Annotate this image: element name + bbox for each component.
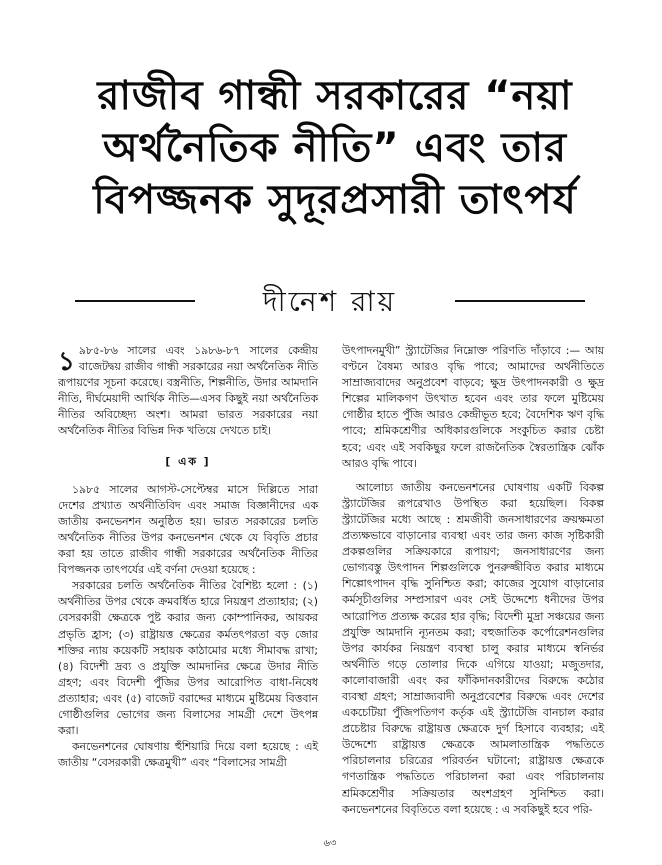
title-line-3: বিপজ্জনক সুদূরপ্রসারী তাৎপর্য (93, 177, 577, 223)
title-line-1: রাজীব গান্ধী সরকারের “নয়া (97, 73, 573, 119)
body-paragraph: উৎপাদনমুখী” স্ট্র্যাটেজির নিম্নোক্ত পরিণতি দাঁড়াবে :— আয় বণ্টনে বৈষম্য আরও বৃদ্ধি পাবে; আমাদের অর্থনীতিতে সাম্রাজ্যবাদের অনুপ্রবেশ বাড়বে; ক্ষুদ্র উৎপাদনকারী ও ক্ষুদ্র শিল্পের মালিকগণ উৎখাত হবেন এবং তার ফলে মুষ্টিমেয় গোষ্ঠীর হাতে পুঁজি আরও কেন্দ্রীভূত হবে; বৈদেশিক ঋণ বৃদ্ধি পাবে; শ্রমিকশ্রেণীর অধিকারগুলিকে সংকুচিত করার চেষ্টা হবে; এবং এই সবকিছুর ফলে রাজনৈতিক স্বৈরতান্ত্রিক ঝোঁক আরও বৃদ্ধি পাবে। (342, 344, 604, 470)
page-number: ৬৩ (323, 838, 337, 849)
body-paragraph: ১৯৮৫ সালের আগস্ট-সেপ্টেম্বর মাসে দিল্লিতে সারা দেশের প্রখ্যাত অর্থনীতিবিদ এবং সমাজ বিজ্ঞানীদের এক জাতীয় কনভেনশন অনুষ্ঠিত হয়। ভারত সরকারের চলতি অর্থনৈতিক নীতির উপর কনভেনশন থেকে যে বিবৃতি প্রচার করা হয় তাতে রাজীব গান্ধী সরকারের অর্থনৈতিক নীতির বিপজ্জনক তাৎপর্যের এই বর্ণনা দেওয়া হয়েছে : (58, 482, 318, 577)
paragraph-spacer (342, 472, 604, 480)
body-paragraph: আলোচ্য জাতীয় কনভেনশনের ঘোষণায় একটি বিকল্প স্ট্র্যাটেজির রূপরেখাও উপস্থিত করা হয়েছিল। বিকল্প স্ট্র্যাটেজির মধ্যে আছে : শ্রমজীবী জনসাধারণের ক্রয়ক্ষমতা প্রত্যক্ষভাবে বাড়ানোর ব্যবস্থা এবং তার জন্য কাজ সৃষ্টিকারী প্রকল্পগুলির সক্রিয়কারে রূপায়ণ; জনসাধারণের জন্য ভোগ্যবস্তু উৎপাদন শিল্পগুলিকে পুনরুজ্জীবিত করার মাধ্যমে শিল্পোৎপাদন বৃদ্ধি সুনিশ্চিত করা; কাজের সুযোগ বাড়ানোর কর্মসূচীগুলির সম্প্রসারণ এবং সেই উদ্দেশ্যে ধনীদের উপর আরোপিত প্রত্যক্ষ করের হার বৃদ্ধি; বিদেশী মুদ্রা সঞ্চয়ের জন্য প্রযুক্তি আমদানি ন্যূনতম করা; বহুজাতিক কর্পোরেশনগুলির উপর কার্যকর নিয়ন্ত্রণ ব্যবস্থা চালু করার মাধ্যমে স্বনির্ভর অর্থনীতি গড়ে তোলার দিকে এগিয়ে যাওয়া; মজুতদার, কালোবাজারী এবং কর ফাঁকিদানকারীদের বিরুদ্ধে কঠোর ব্যবস্থা গ্রহণ; সাম্রাজ্যবাদী অনুপ্রবেশের বিরুদ্ধে এবং দেশের একচেটিয়া পুঁজিপতিগণ কর্তৃক এই স্ট্র্যাটেজি বানচাল করার প্রচেষ্টার বিরুদ্ধে রাষ্ট্রায়ত্ত ক্ষেত্রকে দুর্গ হিসাবে ব্যবহার; এই উদ্দেশ্যে রাষ্ট্রায়ত্ত ক্ষেত্রকে আমলাতান্ত্রিক পদ্ধতিতে পরিচালনার চরিত্রের পরিবর্তন ঘটানো; রাষ্ট্রায়ত্ত ক্ষেত্রকে গণতান্ত্রিক পদ্ধতিতে পরিচালনা করা এবং পরিচালনায় শ্রমিকশ্রেণীর সক্রিয়তার অংশগ্রহণ সুনিশ্চিত করা। কনভেনশনের বিবৃতিতে বলা হয়েছে : এ সবকিছুই হবে পরি- (342, 480, 604, 816)
left-column (58, 343, 318, 771)
body-paragraph: সরকারের চলতি অর্থনৈতিক নীতির বৈশিষ্ট্য হলো : (১) অর্থনীতির উপর থেকে ক্রমবর্ধিত হারে নিয়ন্ত্রণ প্রত্যাহার; (২) বেসরকারী ক্ষেত্রকে পুষ্ট করার জন্য কোম্পানিকর, আয়কর প্রভৃতি হ্রাস; (৩) রাষ্ট্রায়ত্ত ক্ষেত্রের কর্মতৎপরতা বড় জোর শক্তির ন্যায় কয়েকটি সহায়ক কাঠামোর মধ্যে সীমাবদ্ধ রাখা; (৪) বিদেশী দ্রব্য ও প্রযুক্তি আমদানির ক্ষেত্রে উদার নীতি গ্রহণ; এবং বিদেশী পুঁজির উপর আরোপিত বাধা-নিষেধ প্রত্যাহার; এবং (৫) বাজেট বরাদ্দের মাধ্যমে মুষ্টিমেয় বিত্তবান গোষ্ঠীগুলির ভোগের জন্য বিলাসের সামগ্রী দেশে উৎপন্ন করা। (58, 579, 318, 738)
intro-paragraph (58, 343, 318, 440)
body-paragraph: কনভেনশনের ঘোষণায় হুঁশিয়ারি দিয়ে বলা হয়েছে : এই জাতীয় “বেসরকারী ক্ষেত্রমুখী” এবং “বিলাসের সামগ্রী (58, 740, 318, 770)
article-title (40, 70, 630, 226)
drop-cap: ১ (58, 347, 75, 377)
author-name: দীনেশ রায় (262, 285, 398, 318)
section-mark: [ এক ] (165, 454, 211, 468)
intro-text: ৯৮৫-৮৬ সালের এবং ১৯৮৬-৮৭ সালের কেন্দ্রীয় বাজেটদ্বয় রাজীব গান্ধী সরকারের নয়া অর্থনৈতিক নীতি রূপায়ণের সূচনা করেছে। বস্ত্রনীতি, শিল্পনীতি, উদার আমদানি নীতি, দীর্ঘমেয়াদী আর্থিক নীতি—এসব কিছুই নয়া অর্থনৈতিক নীতির অবিচ্ছেদ্য অংশ। আমরা ভারত সরকারের নয়া অর্থনৈতিক নীতির বিভিন্ন দিক খতিয়ে দেখতে চাই। (58, 344, 318, 438)
title-line-2: অর্থনৈতিক নীতি” এবং তার (102, 125, 568, 171)
author-rule-right (455, 300, 585, 302)
right-column (342, 343, 604, 818)
